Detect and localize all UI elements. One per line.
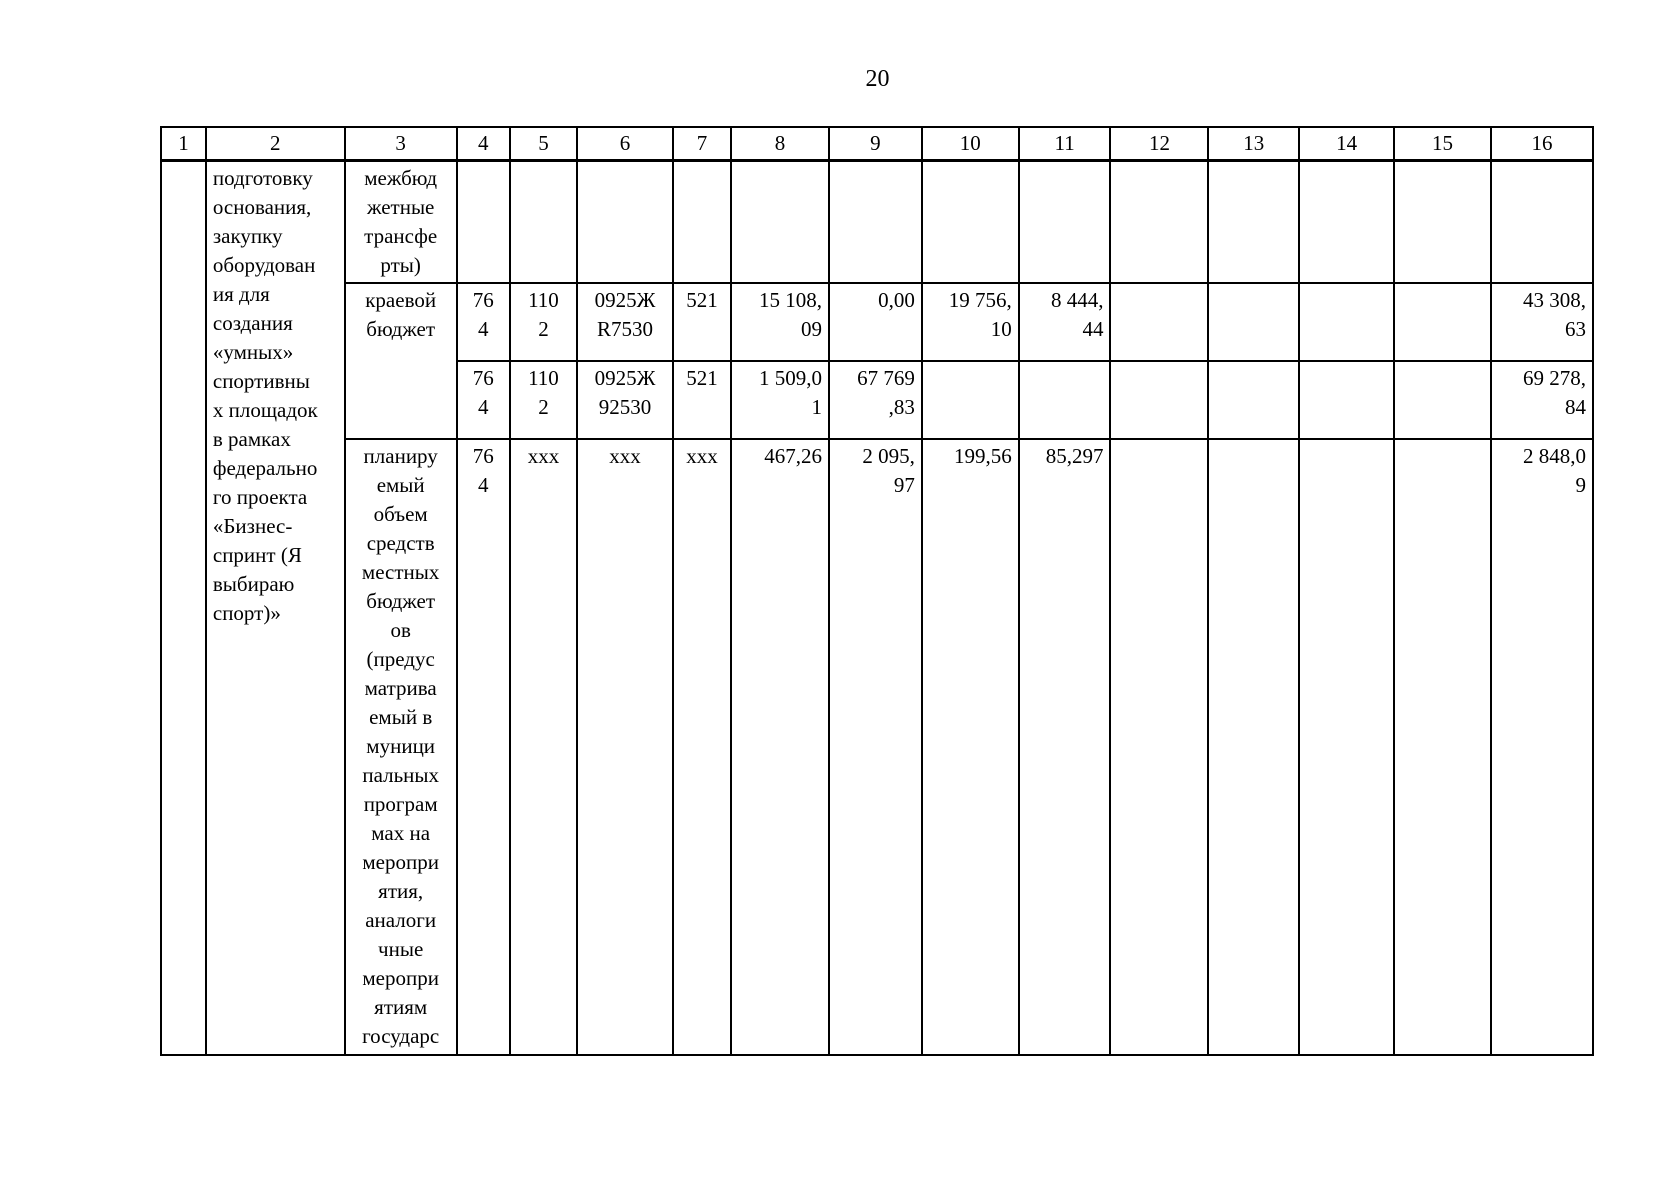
grbs-code-line: 4 — [478, 317, 489, 341]
amount-cell — [731, 361, 829, 439]
amount-line: 0,00 — [878, 288, 915, 312]
budget-table — [160, 126, 1594, 1056]
funding-source-line: муници — [366, 734, 436, 758]
funding-source-cell — [345, 283, 457, 439]
section-code-cell — [510, 361, 577, 439]
cell-empty — [1394, 361, 1491, 439]
cell-empty — [510, 161, 577, 284]
cell-empty — [1208, 161, 1299, 284]
funding-source-line: трансфе — [364, 224, 438, 248]
funding-source-line: пальных — [362, 763, 439, 787]
cell-empty — [1299, 161, 1394, 284]
amount-cell — [922, 439, 1019, 1055]
funding-source-line: ятия, — [378, 879, 424, 903]
header-cell: 7 — [673, 127, 731, 161]
expense-type-cell: 521 — [673, 361, 731, 439]
cell-empty — [1019, 161, 1111, 284]
amount-line: 8 444, — [1050, 288, 1104, 312]
funding-source-line: рты) — [380, 253, 421, 277]
event-description-line: оборудован — [212, 253, 316, 277]
cell-empty — [1394, 283, 1491, 361]
amount-line: 1 — [811, 395, 822, 419]
total-cell — [1491, 439, 1593, 1055]
funding-source-line: межбюд — [364, 166, 438, 190]
expense-type-cell: ххх — [673, 439, 731, 1055]
cell-empty — [829, 161, 922, 284]
target-item-cell: ххх — [577, 439, 673, 1055]
target-item-line: 92530 — [598, 395, 652, 419]
target-item-cell — [577, 283, 673, 361]
funding-source-line: емый в — [369, 705, 433, 729]
cell-empty — [1394, 161, 1491, 284]
event-description-line: в рамках — [212, 427, 291, 451]
event-description-line: выбираю — [212, 572, 295, 596]
grbs-code-line: 76 — [472, 288, 494, 312]
funding-source-line: жетные — [366, 195, 435, 219]
section-code-line: 2 — [538, 317, 549, 341]
event-description-line: го проекта — [212, 485, 308, 509]
section-code-cell — [510, 283, 577, 361]
event-description-line: х площадок — [212, 398, 318, 422]
header-cell: 15 — [1394, 127, 1491, 161]
funding-source-line: планиру — [363, 444, 438, 468]
funding-source-cell — [345, 439, 457, 1055]
total-line: 69 278, — [1523, 366, 1586, 390]
event-description-line: «умных» — [212, 340, 294, 364]
event-description-line: закупку — [212, 224, 283, 248]
total-line: 43 308, — [1523, 288, 1586, 312]
cell-empty — [1019, 361, 1111, 439]
amount-line: 44 — [1082, 317, 1104, 341]
amount-line: 10 — [990, 317, 1012, 341]
amount-line: 97 — [893, 473, 915, 497]
cell-empty — [1110, 361, 1208, 439]
grbs-code-line: 76 — [472, 366, 494, 390]
funding-source-line: объем — [373, 502, 428, 526]
section-code-cell: ххх — [510, 439, 577, 1055]
total-line: 2 848,0 — [1523, 444, 1586, 468]
funding-source-line: програм — [363, 792, 438, 816]
header-cell: 16 — [1491, 127, 1593, 161]
cell-empty — [1299, 283, 1394, 361]
funding-source-line: матрива — [364, 676, 437, 700]
amount-cell — [829, 361, 922, 439]
total-line: 63 — [1565, 317, 1586, 341]
amount-cell — [1019, 283, 1111, 361]
cell-empty — [1208, 439, 1299, 1055]
total-cell — [1491, 361, 1593, 439]
header-row — [161, 127, 1593, 161]
amount-cell — [829, 439, 922, 1055]
event-description-line: спринт (Я — [212, 543, 302, 567]
cell-empty — [1208, 283, 1299, 361]
funding-source-line: ов — [390, 618, 411, 642]
grbs-code-cell — [457, 361, 510, 439]
table-row — [161, 283, 1593, 361]
target-item-line: R7530 — [597, 317, 654, 341]
total-cell — [1491, 283, 1593, 361]
target-item-cell — [577, 361, 673, 439]
total-line: 84 — [1565, 395, 1586, 419]
funding-source-line: (предус — [366, 647, 435, 671]
cell-empty — [1110, 283, 1208, 361]
cell-empty — [1491, 161, 1593, 284]
header-cell: 5 — [510, 127, 577, 161]
amount-cell — [922, 283, 1019, 361]
table-container — [160, 126, 1594, 1056]
amount-line: 467,26 — [764, 444, 822, 468]
header-cell: 9 — [829, 127, 922, 161]
event-description-line: основания, — [212, 195, 312, 219]
event-description-line: создания — [212, 311, 293, 335]
funding-source-line: чные — [378, 937, 424, 961]
funding-source-line: краевой — [365, 288, 437, 312]
event-description-cell — [206, 161, 345, 1056]
grbs-code-cell — [457, 283, 510, 361]
header-cell: 11 — [1019, 127, 1111, 161]
funding-source-cell — [345, 161, 457, 284]
funding-source-line: меропри — [362, 966, 439, 990]
grbs-code-line: 76 — [472, 444, 494, 468]
funding-source-line: емый — [376, 473, 425, 497]
cell-empty — [1208, 361, 1299, 439]
cell-empty — [457, 161, 510, 284]
funding-source-line: ятиям — [374, 995, 428, 1019]
expense-type-cell: 521 — [673, 283, 731, 361]
event-description-line: «Бизнес- — [212, 514, 293, 538]
grbs-code-cell — [457, 439, 510, 1055]
amount-line: 67 769 — [857, 366, 915, 390]
header-cell: 4 — [457, 127, 510, 161]
amount-line: 19 756, — [948, 288, 1012, 312]
table-row — [161, 439, 1593, 1055]
amount-line: 09 — [801, 317, 822, 341]
cell-empty — [1110, 439, 1208, 1055]
amount-line: 2 095, — [862, 444, 915, 468]
header-cell: 1 — [161, 127, 206, 161]
cell-empty — [922, 161, 1019, 284]
amount-line: 199,56 — [953, 444, 1012, 468]
target-item-line: 0925Ж — [594, 288, 656, 312]
funding-source-line: бюджет — [366, 589, 436, 613]
amount-cell — [1019, 439, 1111, 1055]
header-cell: 14 — [1299, 127, 1394, 161]
page-number: 20 — [865, 66, 890, 92]
grbs-code-line: 4 — [478, 395, 489, 419]
cell-empty — [1394, 439, 1491, 1055]
funding-source-line: местных — [361, 560, 440, 584]
header-cell: 8 — [731, 127, 829, 161]
section-code-line: 2 — [538, 395, 549, 419]
cell-col1 — [161, 161, 206, 1056]
cell-empty — [1110, 161, 1208, 284]
event-description-line: подготовку — [212, 166, 313, 190]
section-code-line: 110 — [528, 366, 559, 390]
event-description-line: спортивны — [212, 369, 310, 393]
amount-line: ,83 — [888, 395, 915, 419]
target-item-line: 0925Ж — [594, 366, 656, 390]
table-row — [161, 161, 1593, 284]
funding-source-line: мах на — [371, 821, 431, 845]
header-cell: 12 — [1110, 127, 1208, 161]
header-cell: 10 — [922, 127, 1019, 161]
cell-empty — [731, 161, 829, 284]
cell-empty — [1299, 439, 1394, 1055]
amount-line: 1 509,0 — [759, 366, 822, 390]
amount-line: 85,297 — [1045, 444, 1104, 468]
amount-cell — [731, 283, 829, 361]
cell-empty — [922, 361, 1019, 439]
grbs-code-line: 4 — [478, 473, 489, 497]
amount-cell — [731, 439, 829, 1055]
cell-empty — [1299, 361, 1394, 439]
funding-source-line: бюджет — [366, 317, 436, 341]
amount-cell — [829, 283, 922, 361]
total-line: 9 — [1575, 473, 1586, 497]
header-cell: 2 — [206, 127, 345, 161]
event-description-line: федерально — [212, 456, 318, 480]
event-description-line: ия для — [212, 282, 270, 306]
funding-source-line: средств — [366, 531, 435, 555]
header-cell: 6 — [577, 127, 673, 161]
cell-empty — [577, 161, 673, 284]
header-cell: 3 — [345, 127, 457, 161]
funding-source-line: аналоги — [365, 908, 437, 932]
amount-line: 15 108, — [759, 288, 822, 312]
funding-source-line: меропри — [362, 850, 439, 874]
cell-empty — [673, 161, 731, 284]
section-code-line: 110 — [528, 288, 559, 312]
event-description-line: спорт)» — [212, 601, 281, 625]
header-cell: 13 — [1208, 127, 1299, 161]
funding-source-line: государс — [362, 1024, 440, 1048]
